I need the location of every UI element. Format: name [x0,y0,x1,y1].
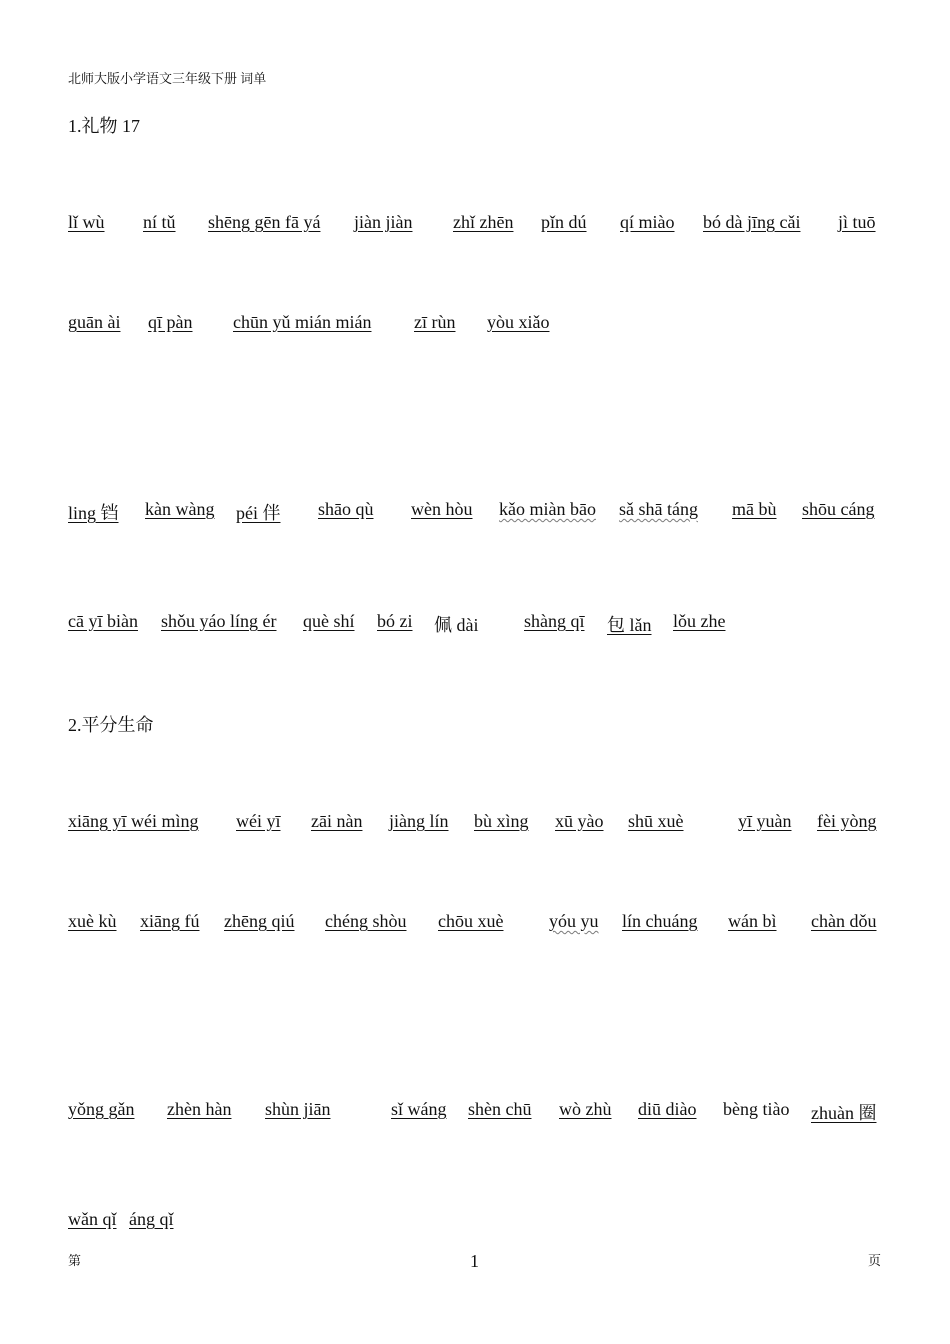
pinyin-word: zhēng qiú [224,911,295,931]
pinyin-word: chōu xuè [438,911,504,931]
pinyin-word: zhǐ zhēn [453,212,514,232]
pinyin-word: wéi yī [236,811,281,831]
pinyin-word: xū yào [555,811,604,831]
pinyin-word: xiāng fú [140,911,200,931]
pinyin-word: wèn hòu [411,499,473,519]
pinyin-word: wò zhù [559,1099,612,1119]
word-row [68,611,882,637]
pinyin-word: jiàng lín [389,811,449,831]
pinyin-word: qī pàn [148,312,193,332]
pinyin-word: lín chuáng [622,911,698,931]
pinyin-word: 佩 dài [434,615,479,635]
word-row [68,911,882,937]
pinyin-word: shū xuè [628,811,684,831]
word-row [68,811,882,837]
pinyin-word: shōu cáng [802,499,875,519]
pinyin-word: zāi nàn [311,811,363,831]
pinyin-word: ling 铛 [68,503,119,523]
footer-page-prefix: 第 [68,1253,82,1268]
pinyin-word: shùn jiān [265,1099,331,1119]
pinyin-word: lǐ wù [68,212,105,232]
pinyin-word: shǒu yáo líng ér [161,611,277,631]
pinyin-word: bèng tiào [723,1099,790,1119]
pinyin-word: yī yuàn [738,811,792,831]
pinyin-word: qí miào [620,212,675,232]
pinyin-word: chūn yǔ mián mián [233,312,372,332]
pinyin-word: chàn dǒu [811,911,877,931]
pinyin-word: wǎn qǐ [68,1209,117,1229]
pinyin-word: shàng qī [524,611,585,631]
pinyin-word: pǐn dú [541,212,587,232]
word-row [68,1209,882,1235]
pinyin-word: yǒng gǎn [68,1099,135,1119]
pinyin-word: kàn wàng [145,499,215,519]
pinyin-word: chéng shòu [325,911,407,931]
pinyin-word: kǎo miàn bāo [499,499,596,519]
pinyin-word: zī rùn [414,312,456,332]
pinyin-word: ní tǔ [143,212,176,232]
pinyin-word: fèi yòng [817,811,877,831]
pinyin-word: xiāng yī wéi mìng [68,811,199,831]
pinyin-word: yòu xiǎo [487,312,550,332]
pinyin-word: xuè kù [68,911,117,931]
pinyin-word: bó dà jīng cǎi [703,212,801,232]
pinyin-word: jiàn jiàn [354,212,413,232]
pinyin-word: cā yī biàn [68,611,138,631]
pinyin-word: zhèn hàn [167,1099,232,1119]
word-row [68,212,882,238]
pinyin-word: diū diào [638,1099,697,1119]
pinyin-word: sǎ shā táng [619,499,698,519]
pinyin-word: què shí [303,611,355,631]
pinyin-word: shāo qù [318,499,374,519]
document-header: 北师大版小学语文三年级下册 词单 [68,71,267,86]
section-title-lesson-1: 1.礼物 17 [68,116,140,136]
pinyin-word: shēng gēn fā yá [208,212,321,232]
pinyin-word: bó zi [377,611,413,631]
word-row [68,312,882,338]
pinyin-word: mā bù [732,499,777,519]
pinyin-word: shèn chū [468,1099,532,1119]
pinyin-word: péi 伴 [236,503,281,523]
word-row [68,499,882,525]
pinyin-word: áng qǐ [129,1209,174,1229]
pinyin-word: guān ài [68,312,121,332]
pinyin-word: sǐ wáng [391,1099,447,1119]
word-row [68,1099,882,1125]
pinyin-word: lǒu zhe [673,611,726,631]
pinyin-word: bù xìng [474,811,529,831]
pinyin-word: yóu yu [549,911,599,931]
pinyin-word: wán bì [728,911,777,931]
pinyin-word: 包 lǎn [607,615,652,635]
pinyin-word: jì tuō [838,212,876,232]
footer-page-number: 1 [470,1251,479,1271]
section-title-lesson-2: 2.平分生命 [68,715,154,735]
pinyin-word: zhuàn 圈 [811,1103,877,1123]
footer-page-suffix: 页 [868,1253,882,1268]
